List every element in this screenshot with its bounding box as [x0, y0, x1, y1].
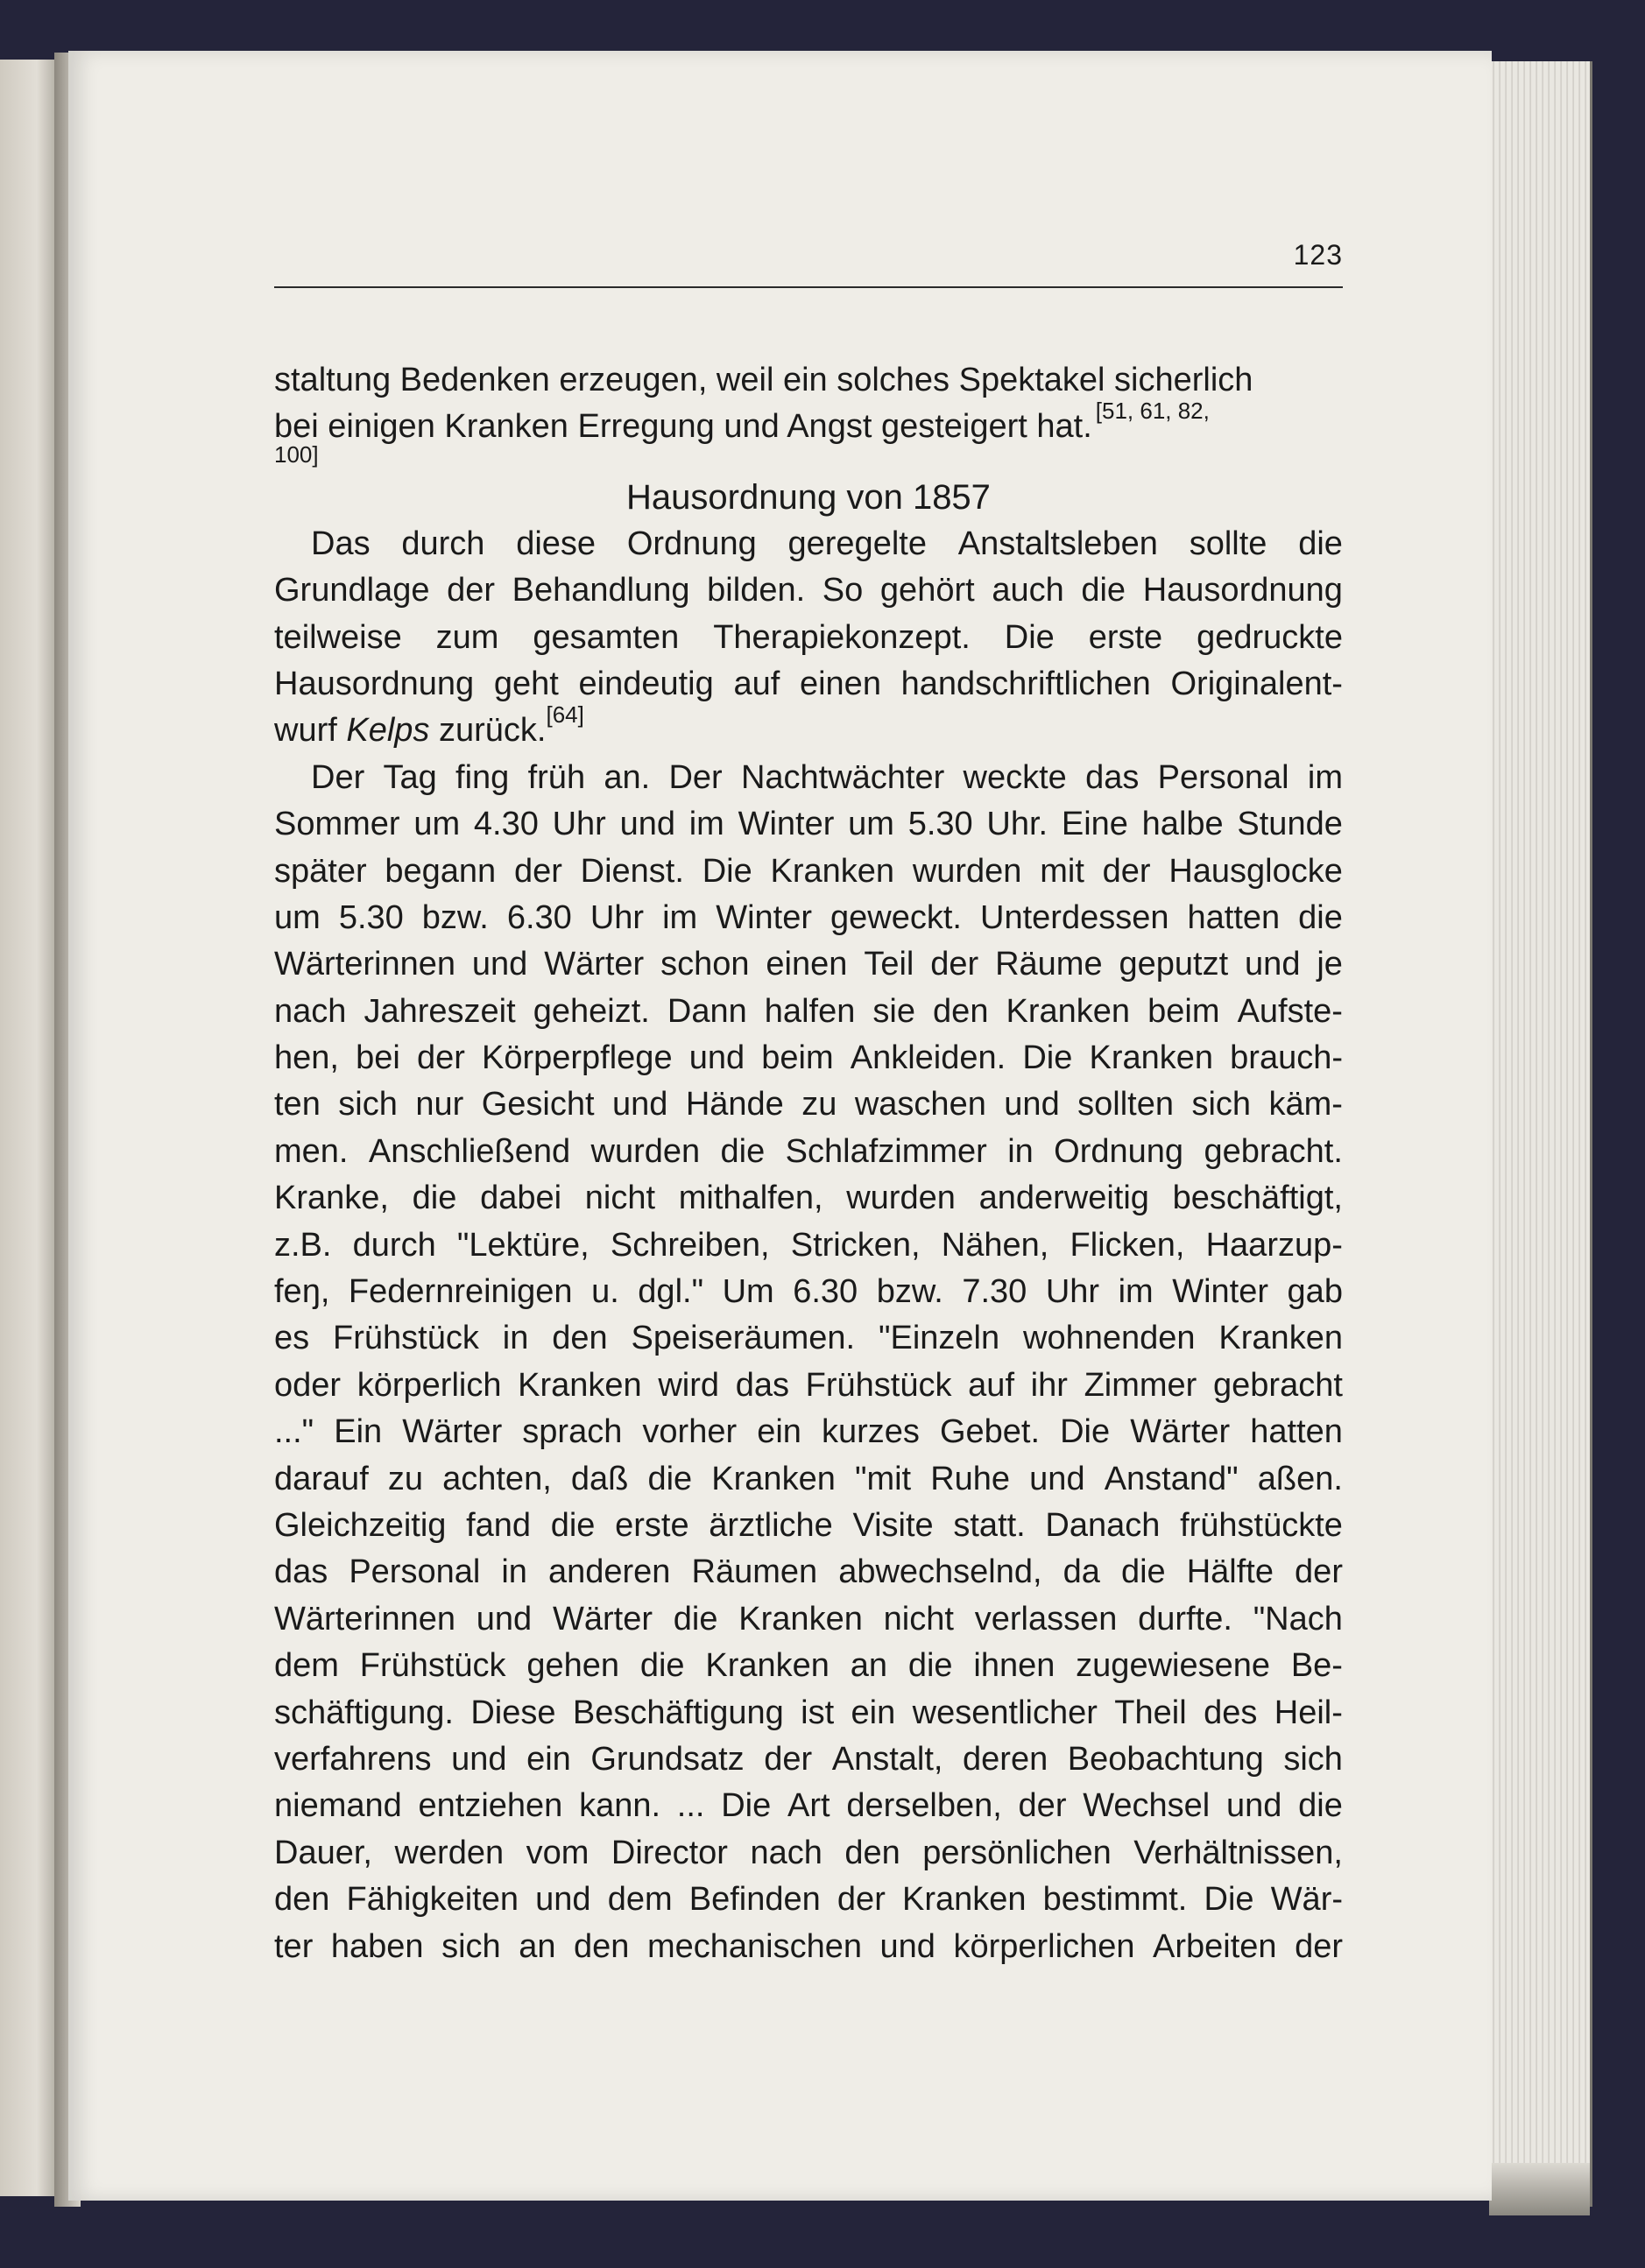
text-line: Der Tag fing früh an. Der Nachtwächter weckte das Personal im — [311, 758, 1343, 796]
text-line: z.B. durch "Lektüre, Schreiben, Stricken, Nähen, Flicken, Haarzup- — [274, 1226, 1343, 1264]
text-line: um 5.30 bzw. 6.30 Uhr im Winter geweckt. Unterdessen hatten die — [274, 898, 1343, 936]
section-heading: Hausordnung von 1857 — [626, 477, 991, 517]
paragraph — [274, 755, 1343, 1970]
text-line: nach Jahreszeit geheizt. Dann halfen sie den Kranken beim Aufste- — [274, 992, 1343, 1030]
page-stack-edge — [1489, 61, 1592, 2207]
text-line: den Fähigkeiten und dem Befinden der Kranken bestimmt. Die Wär- — [274, 1881, 1343, 1919]
text-line: teilweise zum gesamten Therapiekonzept. Die erste gedruckte — [274, 618, 1343, 656]
text-line: oder körperlich Kranken wird das Frühstück auf ihr Zimmer gebracht — [274, 1366, 1343, 1404]
text-line: Kranke, die dabei nicht mithalfen, wurden anderweitig beschäftigt, — [274, 1180, 1343, 1217]
text-line: hen, bei der Körperpflege und beim Ankleiden. Die Kranken brauch- — [274, 1039, 1343, 1077]
text-line: ten sich nur Gesicht und Hände zu waschen und sollten sich käm- — [274, 1086, 1343, 1123]
text-line: niemand entziehen kann. ... Die Art derselben, der Wechsel und die — [274, 1787, 1343, 1825]
text-line: Hausordnung geht eindeutig auf einen handschriftlichen Originalent- — [274, 665, 1343, 702]
left-page-edge — [0, 60, 61, 2196]
text-line: men. Anschließend wurden die Schlafzimmer in Ordnung gebracht. — [274, 1132, 1343, 1170]
book-page — [68, 51, 1492, 2201]
body-text — [274, 357, 1343, 1970]
text-line: später begann der Dienst. Die Kranken wurden mit der Hausglocke — [274, 852, 1343, 890]
text-line: Dauer, werden vom Director nach den persönlichen Verhältnissen, — [274, 1834, 1343, 1871]
text-line: feŋ, Federnreinigen u. dgl." Um 6.30 bzw. 7.30 Uhr im Winter gab — [274, 1273, 1343, 1311]
text-line: ..." Ein Wärter sprach vorher ein kurzes Gebet. Die Wärter hatten — [274, 1413, 1343, 1451]
citation-superscript: [64] — [546, 701, 584, 729]
page-number: 123 — [1293, 239, 1343, 271]
text-line: ter haben sich an den mechanischen und körperlichen Arbeiten der — [274, 1927, 1343, 1965]
text-line: Wärterinnen und Wärter die Kranken nicht verlassen durfte. "Nach — [274, 1600, 1343, 1638]
text-line: verfahrens und ein Grundsatz der Anstalt, deren Beobachtung sich — [274, 1740, 1343, 1778]
text-line: das Personal in anderen Räumen abwechselnd, da die Hälfte der — [274, 1553, 1343, 1591]
citation-superscript: [51, 61, 82, — [1095, 398, 1210, 425]
text-line: wurf Kelps zurück. [64] — [274, 708, 1343, 754]
text-line: Sommer um 4.30 Uhr und im Winter um 5.30 Uhr. Eine halbe Stunde — [274, 806, 1343, 843]
text-line: Grundlage der Behandlung bilden. So gehört auch die Hausordnung — [274, 572, 1343, 609]
header-rule — [274, 286, 1343, 288]
text-line: schäftigung. Diese Beschäftigung ist ein wesentlicher Theil des Heil- — [274, 1694, 1343, 1731]
text-line: 100] — [274, 440, 319, 468]
text-line: Gleichzeitig fand die erste ärztliche Visite statt. Danach frühstückte — [274, 1506, 1343, 1544]
text-line: darauf zu achten, daß die Kranken "mit Ruhe und Anstand" aßen. — [274, 1460, 1343, 1497]
page-stack-bottom — [1489, 2163, 1590, 2215]
text-line: staltung Bedenken erzeugen, weil ein solches Spektakel sicherlich — [274, 362, 1253, 398]
text-line: Wärterinnen und Wärter schon einen Teil der Räume geputzt und je — [274, 946, 1343, 983]
author-name: Kelps — [346, 712, 430, 750]
text-line: dem Frühstück gehen die Kranken an die ihnen zugewiesene Be- — [274, 1647, 1343, 1685]
text-line: es Frühstück in den Speiseräumen. "Einzeln wohnenden Kranken — [274, 1320, 1343, 1357]
text-line: bei einigen Kranken Erregung und Angst gesteigert hat. [51, 61, 82, — [274, 404, 1343, 450]
text-line: Das durch diese Ordnung geregelte Anstaltsleben sollte die — [311, 525, 1343, 562]
